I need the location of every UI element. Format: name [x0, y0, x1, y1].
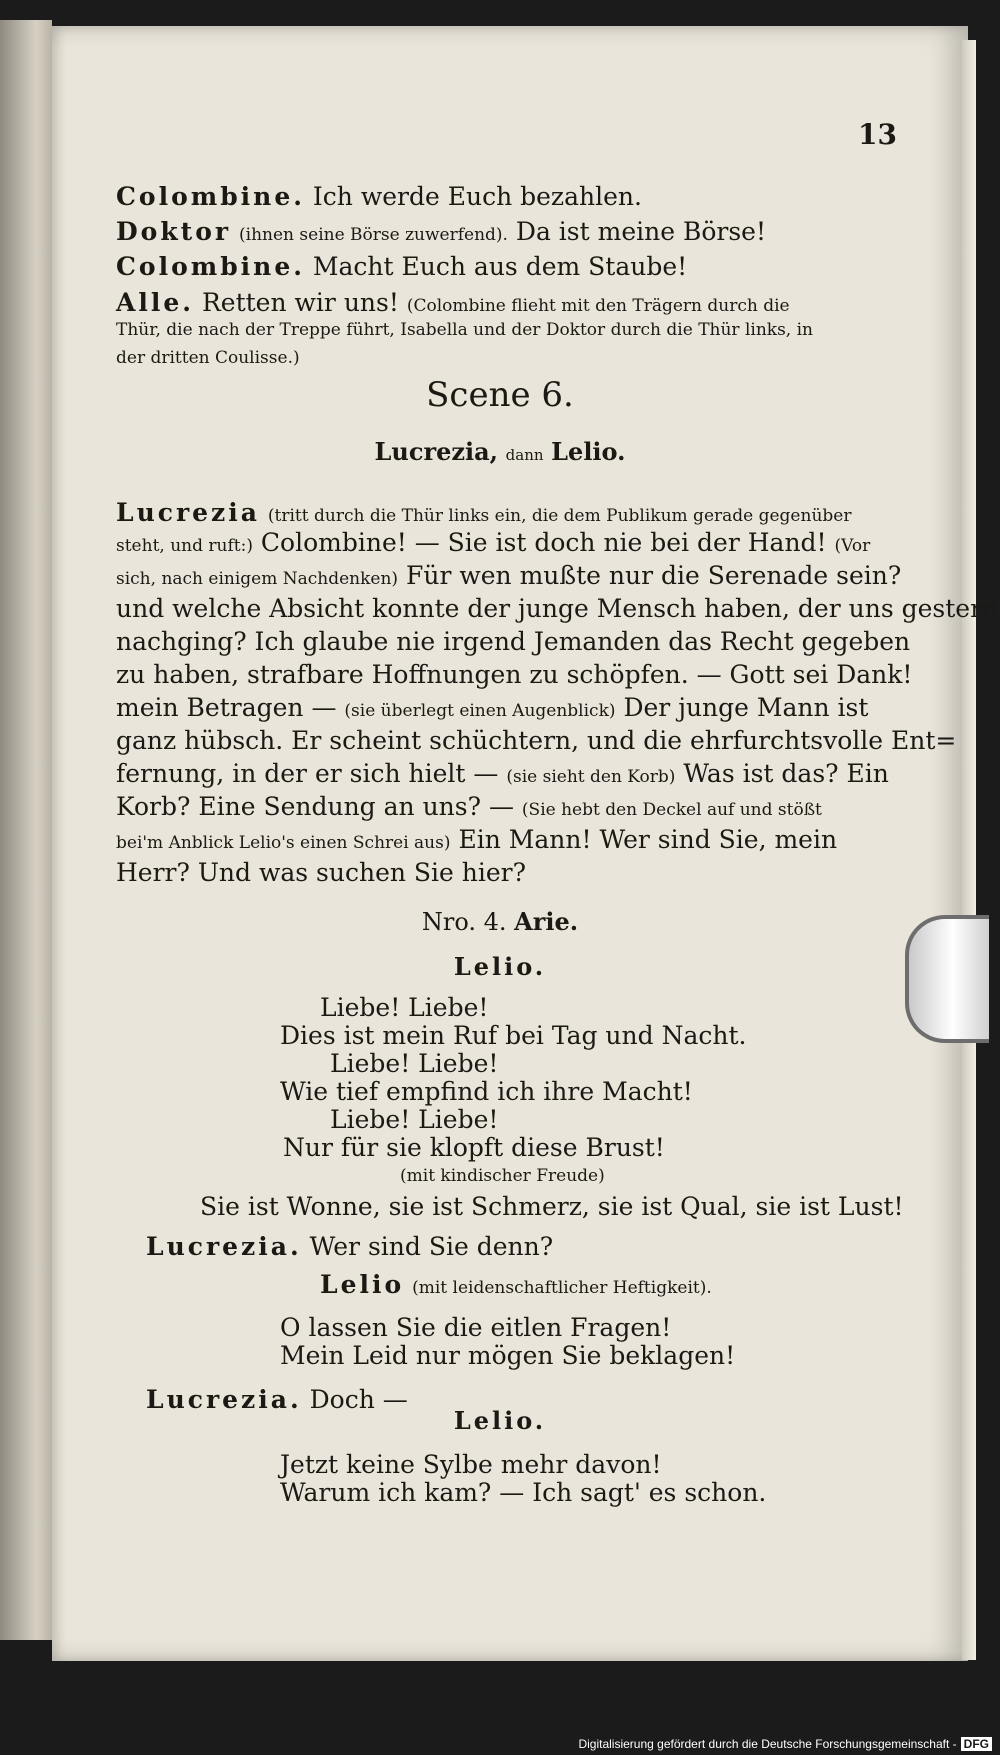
verse-line: Nur für sie klopft diese Brust! — [283, 1133, 665, 1162]
speech: Ich werde Euch bezahlen. — [312, 182, 642, 211]
speaker: Doktor — [116, 217, 232, 246]
stage-direction: (tritt durch die Thür links ein, die dem Publikum gerade gegenüber — [267, 506, 852, 526]
speech: Korb? Eine Sendung an uns? — — [116, 792, 514, 821]
dialogue-line — [116, 252, 687, 281]
dialogue-line — [146, 1232, 553, 1261]
stage-direction: steht, und ruft:) — [116, 536, 253, 556]
aria-heading — [0, 907, 1000, 936]
aria-title: Arie. — [514, 907, 579, 936]
dialogue-line — [116, 528, 870, 557]
speaker: Lucrezia — [116, 498, 260, 527]
speech: Macht Euch aus dem Staube! — [312, 252, 688, 281]
stage-direction: (Vor — [834, 536, 871, 556]
dialogue-line: nachging? Ich glaube nie irgend Jemanden das Recht gegeben — [116, 627, 911, 656]
speech: Colombine! — Sie ist doch nie bei der Hand! — [260, 528, 827, 557]
verse-line: Wie tief empfind ich ihre Macht! — [280, 1077, 693, 1106]
dialogue-line — [116, 498, 851, 527]
speech: mein Betragen — — [116, 693, 337, 722]
verse-line: Liebe! Liebe! — [320, 993, 489, 1022]
stage-direction-line: Thür, die nach der Treppe führt, Isabella und der Doktor durch die Thür links, in — [116, 320, 813, 340]
scene-cast — [0, 437, 1000, 466]
singer-name: Lelio. — [453, 1406, 547, 1435]
dialogue-line — [116, 561, 901, 590]
dialogue-line: und welche Absicht konnte der junge Mensch haben, der uns gestern — [116, 594, 999, 623]
speaker: Lelio — [320, 1270, 405, 1299]
speech: fernung, in der er sich hielt — — [116, 759, 499, 788]
verse-line: Liebe! Liebe! — [330, 1105, 499, 1134]
stage-direction: (Sie hebt den Deckel auf und stößt — [521, 800, 822, 820]
speech: Für wen mußte nur die Serenade sein? — [406, 561, 902, 590]
cast-name: Lelio. — [551, 437, 626, 466]
speaker: Colombine. — [116, 182, 305, 211]
stage-direction: sich, nach einigem Nachdenken) — [116, 569, 399, 589]
speaker: Lucrezia. — [146, 1385, 302, 1414]
dialogue-line — [116, 792, 822, 821]
verse-line: Jetzt keine Sylbe mehr davon! — [280, 1450, 662, 1479]
speech: Ein Mann! Wer sind Sie, mein — [458, 825, 838, 854]
stage-direction: (mit kindischer Freude) — [400, 1166, 605, 1186]
verse-line: Sie ist Wonne, sie ist Schmerz, sie ist Qual, sie ist Lust! — [200, 1192, 904, 1221]
speaker: Lucrezia. — [146, 1232, 302, 1261]
stage-direction: bei'm Anblick Lelio's einen Schrei aus) — [116, 833, 451, 853]
verse-line: Warum ich kam? — Ich sagt' es schon. — [280, 1478, 767, 1507]
speech: Da ist meine Börse! — [515, 217, 767, 246]
verse-line: O lassen Sie die eitlen Fragen! — [280, 1313, 672, 1342]
speech: Der junge Mann ist — [623, 693, 869, 722]
speaker-line — [320, 1270, 712, 1299]
speaker: Alle. — [116, 288, 195, 317]
stage-direction: (ihnen seine Börse zuwerfend). — [239, 225, 508, 245]
cast-name: Lucrezia, — [374, 437, 499, 466]
stage-direction-line: der dritten Coulisse.) — [116, 348, 300, 368]
verse-line: Dies ist mein Ruf bei Tag und Nacht. — [280, 1021, 747, 1050]
dialogue-line: zu haben, strafbare Hoffnungen zu schöpfen. — Gott sei Dank! — [116, 660, 913, 689]
page-number: 13 — [858, 118, 897, 151]
cast-connector: dann — [505, 446, 544, 464]
dialogue-line — [116, 288, 790, 317]
dialogue-line: Herr? Und was suchen Sie hier? — [116, 858, 527, 887]
dialogue-line — [116, 759, 889, 788]
footer-credit — [578, 1737, 992, 1751]
dialogue-line — [116, 825, 837, 854]
stage-direction: (Colombine flieht mit den Trägern durch die — [406, 296, 790, 316]
stage-direction: (sie sieht den Korb) — [506, 767, 676, 787]
speech: Wer sind Sie denn? — [309, 1232, 554, 1261]
speech: Retten wir uns! — [201, 288, 399, 317]
left-page-edge — [0, 20, 52, 1640]
verse-line: Mein Leid nur mögen Sie beklagen! — [280, 1341, 736, 1370]
stage-direction: (mit leidenschaftlicher Heftigkeit). — [412, 1278, 712, 1298]
verse-line: Liebe! Liebe! — [330, 1049, 499, 1078]
speech: Doch — — [309, 1385, 408, 1414]
footer-text: Digitalisierung gefördert durch die Deutsche Forschungsgemeinschaft - — [578, 1737, 957, 1751]
speech: Was ist das? Ein — [683, 759, 889, 788]
dialogue-line — [116, 182, 642, 211]
singer-name: Lelio. — [453, 952, 547, 981]
stage-direction: (sie überlegt einen Augenblick) — [344, 701, 616, 721]
dfg-logo: DFG — [961, 1737, 992, 1751]
dialogue-line — [116, 217, 766, 246]
speaker: Colombine. — [116, 252, 305, 281]
dialogue-line: ganz hübsch. Er scheint schüchtern, und die ehrfurchtsvolle Ent= — [116, 726, 957, 755]
dialogue-line — [116, 693, 868, 722]
aria-number: Nro. 4. — [421, 908, 507, 936]
scene-title: Scene 6. — [426, 375, 574, 415]
